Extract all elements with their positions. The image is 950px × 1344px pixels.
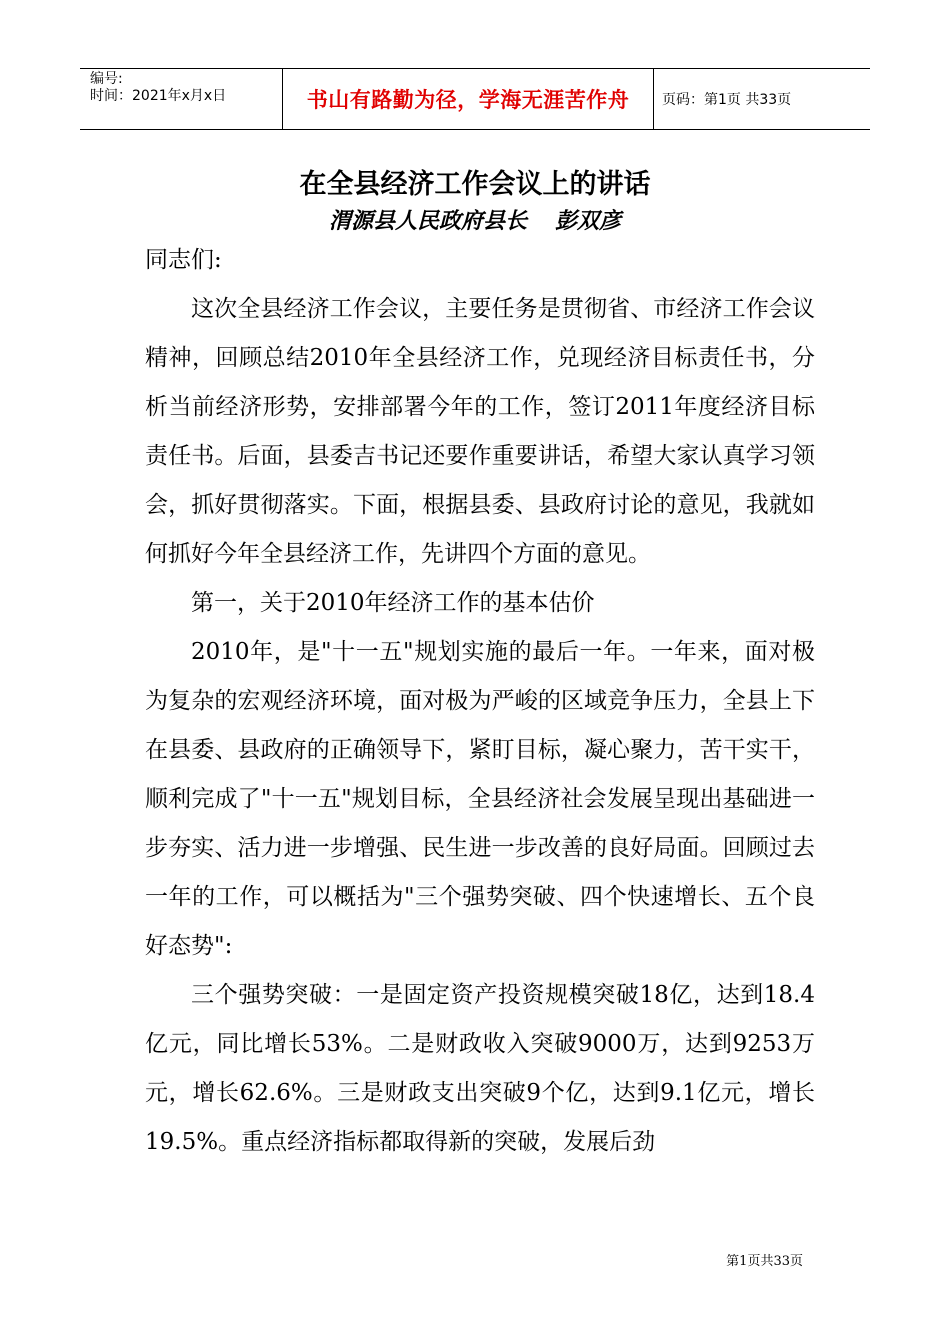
paragraph: 三个强势突破：一是固定资产投资规模突破18亿，达到18.4亿元，同比增长53%。二是财政收入突破9000万，达到9253万元，增长62.6%。三是财政支出突破9个亿，达到9.1亿元，增长19.5%。重点经济指标都取得新的突破，发展后劲 xyxy=(145,982,815,1155)
salutation: 同志们: xyxy=(145,247,222,273)
header-page-info: 页码：第1页 共33页 xyxy=(662,92,792,108)
time-label: 时间：2021年x月x日 xyxy=(90,88,227,104)
number-label: 编号: xyxy=(90,71,123,87)
page-footer: 第1页共33页 xyxy=(726,1254,803,1269)
header-meta xyxy=(80,69,282,129)
paragraph: 2010年，是"十一五"规划实施的最后一年。一年来，面对极为复杂的宏观经济环境，面对极为严峻的区域竞争压力，全县上下在县委、县政府的正确领导下，紧盯目标，凝心聚力，苦干实干，顺利完成了"十一五"规划目标，全县经济社会发展呈现出基础进一步夯实、活力进一步增强、民生进一步改善的良好局面。回顾过去一年的工作，可以概括为"三个强势突破、四个快速增长、五个良好态势": xyxy=(145,639,815,959)
header-motto-cell xyxy=(282,69,654,129)
author-title: 渭源县人民政府县长 xyxy=(328,208,527,234)
document-body xyxy=(145,236,815,1167)
author-name: 彭双彦 xyxy=(555,208,622,234)
document-author xyxy=(0,204,950,235)
document-title: 在全县经济工作会议上的讲话 xyxy=(299,169,651,200)
paragraph: 这次全县经济工作会议，主要任务是贯彻省、市经济工作会议精神，回顾总结2010年全县经济工作，兑现经济目标责任书，分析当前经济形势，安排部署今年的工作，签订2011年度经济目标责任书。后面，县委吉书记还要作重要讲话，希望大家认真学习领会，抓好贯彻落实。下面，根据县委、县政府讨论的意见，我就如何抓好今年全县经济工作，先讲四个方面的意见。 xyxy=(145,296,815,567)
page-header xyxy=(80,68,870,130)
section-heading: 第一，关于2010年经济工作的基本估价 xyxy=(191,590,595,616)
motto: 书山有路勤为径，学海无涯苦作舟 xyxy=(306,88,630,112)
